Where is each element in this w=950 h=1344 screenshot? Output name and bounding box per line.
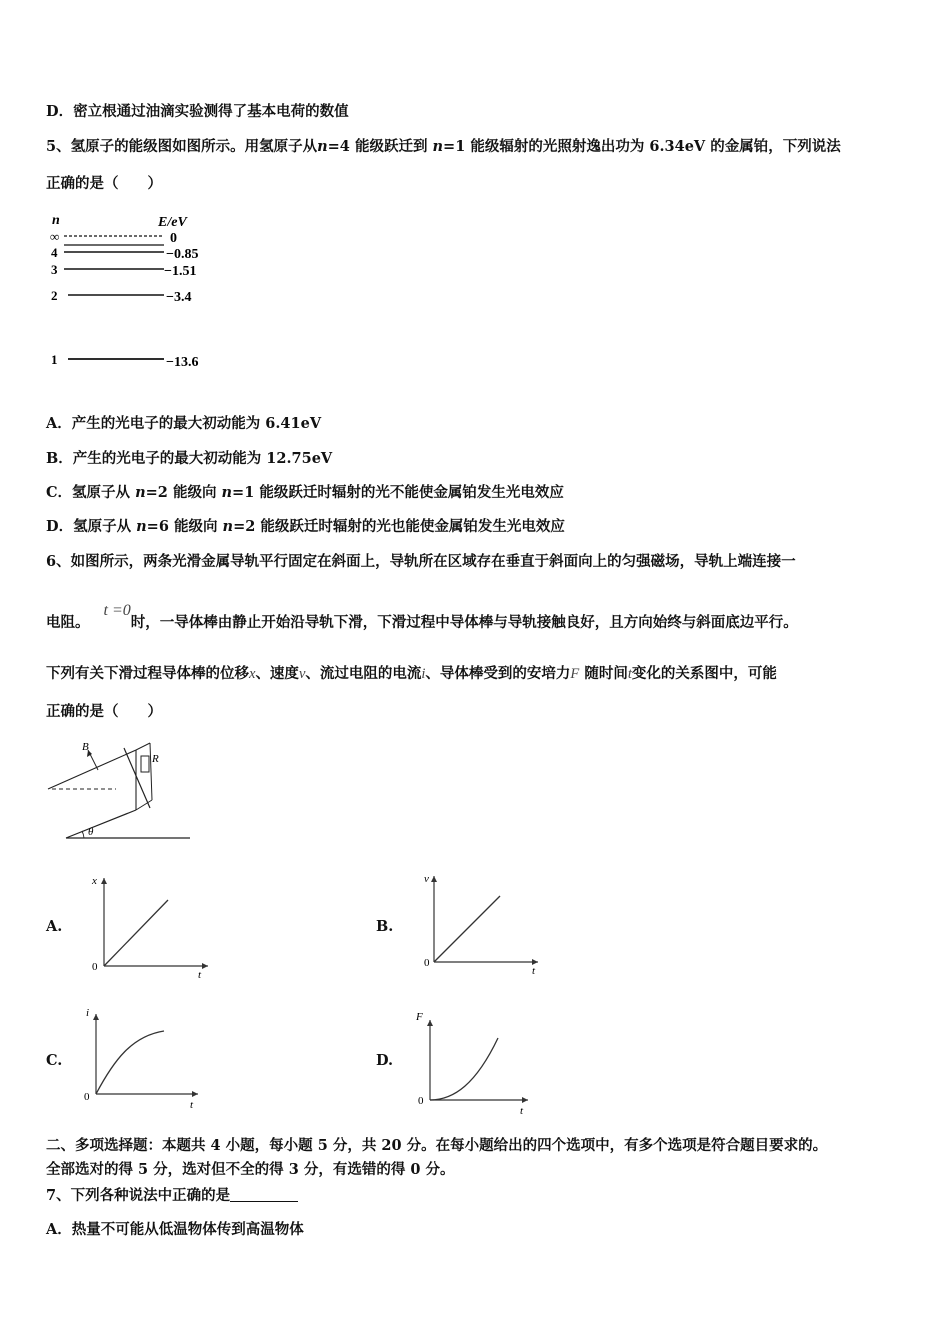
section2-line2: 全部选对的得 5 分，选对但不全的得 3 分，有选错的得 0 分。 (46, 1161, 455, 1178)
graph-option-a[interactable] (82, 870, 222, 980)
graph-b-y-label: v (424, 873, 429, 885)
q5-stem-line2: 正确的是（ ） (46, 175, 162, 192)
q6-option-a-label[interactable]: A. (46, 918, 63, 935)
graph-b-origin: 0 (424, 957, 430, 969)
q4-option-d: D．密立根通过油滴实验测得了基本电荷的数值 (46, 103, 349, 120)
level-3-n: 3 (51, 262, 58, 277)
level-1-e: −13.6 (166, 355, 199, 370)
level-2-n: 2 (51, 288, 58, 303)
q6-stem-line4: 正确的是（ ） (46, 703, 162, 720)
graph-c-origin: 0 (84, 1091, 90, 1103)
q6-option-c-label[interactable]: C. (46, 1052, 63, 1069)
incline-rail-figure (40, 738, 210, 846)
graph-b-x-label: t (532, 965, 536, 977)
level-1-n: 1 (51, 352, 58, 367)
q6-option-d-label[interactable]: D. (376, 1052, 394, 1069)
graph-c-y-label: i (86, 1007, 90, 1019)
level-4-e: −0.85 (166, 247, 199, 262)
q6-stem-line2: 电阻。t =0时，一导体棒由静止开始沿导轨下滑，下滑过程中导体棒与导轨接触良好，且方向始终与斜面底边平行。 (46, 602, 798, 631)
q6-option-b-label[interactable]: B. (376, 918, 394, 935)
q5-option-b[interactable]: B．产生的光电子的最大初动能为 12.75eV (46, 450, 333, 467)
graph-d-y-label: F (416, 1011, 423, 1023)
q5-option-a[interactable]: A．产生的光电子的最大初动能为 6.41eV (46, 415, 322, 432)
graph-a-y-label: x (92, 875, 97, 887)
q5-option-c[interactable]: C．氢原子从 n=2 能级向 n=1 能级跃迁时辐射的光不能使金属铂发生光电效应 (46, 484, 564, 501)
level-inf-e: 0 (170, 231, 177, 246)
level-inf-n: ∞ (50, 229, 60, 244)
graph-d-origin: 0 (418, 1095, 424, 1107)
level-3-e: −1.51 (164, 264, 197, 279)
level-2-e: −3.4 (166, 290, 192, 305)
graph-a-x-label: t (198, 969, 202, 980)
q6-stem-line1: 6、如图所示，两条光滑金属导轨平行固定在斜面上，导轨所在区域存在垂直于斜面向上的匀强磁场，导轨上端连接一 (46, 553, 796, 570)
graph-option-b[interactable] (414, 868, 554, 978)
level-4-n: 4 (51, 245, 58, 260)
theta-label: θ (88, 826, 94, 838)
q6-stem-line3: 下列有关下滑过程导体棒的位移x、速度v、流过电阻的电流i、导体棒受到的安培力F 随时间t变化的关系图中，可能 (46, 665, 777, 682)
graph-d-x-label: t (520, 1105, 524, 1116)
diagram-e-label: E/eV (158, 215, 187, 230)
q5-option-d[interactable]: D．氢原子从 n=6 能级向 n=2 能级跃迁时辐射的光也能使金属铂发生光电效应 (46, 518, 565, 535)
graph-c-x-label: t (190, 1099, 194, 1111)
energy-level-diagram (46, 210, 226, 375)
answer-blank[interactable] (230, 1187, 298, 1202)
graph-option-d[interactable] (410, 1004, 550, 1116)
q7-option-a[interactable]: A．热量不可能从低温物体传到高温物体 (46, 1221, 304, 1238)
graph-option-c[interactable] (76, 1002, 216, 1114)
section2-line1: 二、多项选择题：本题共 4 小题，每小题 5 分，共 20 分。在每小题给出的四个选项中，有多个选项是符合题目要求的。 (46, 1137, 828, 1154)
q5-stem-line1: 5、氢原子的能级图如图所示。用氢原子从n=4 能级跃迁到 n=1 能级辐射的光照射逸出功为 6.34eV 的金属铂，下列说法 (46, 138, 841, 155)
r-label: R (152, 753, 159, 765)
b-label: B (82, 741, 89, 753)
graph-a-origin: 0 (92, 961, 98, 973)
q7-stem: 7、下列各种说法中正确的是 (46, 1186, 298, 1206)
diagram-n-label: n (52, 213, 60, 228)
